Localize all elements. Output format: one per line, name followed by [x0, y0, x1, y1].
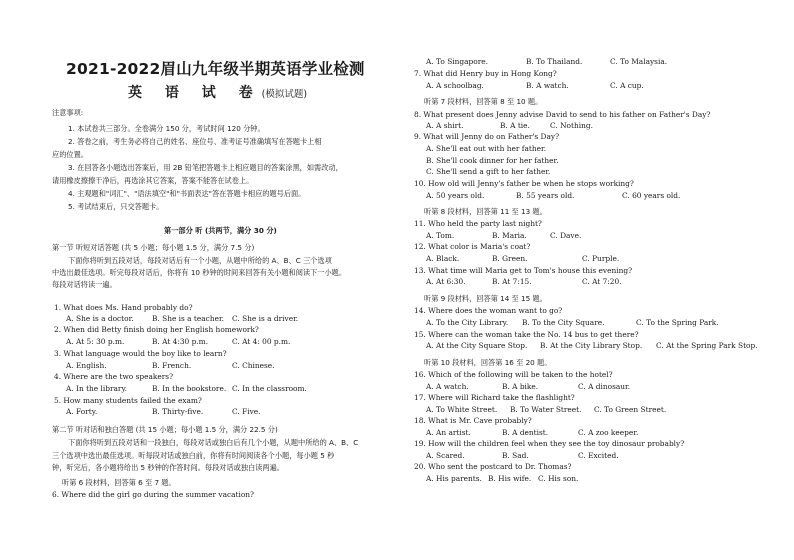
option-b: B. At 4:30 p.m. — [152, 337, 209, 346]
option-a: A. Forty. — [66, 407, 98, 416]
option-c: C. At the Spring Park Stop. — [656, 341, 758, 350]
question-text: 1. What does Ms. Hand probably do? — [54, 303, 193, 312]
option-b: B. At 7:15. — [492, 277, 532, 286]
option-b: B. She is a teacher. — [152, 314, 225, 323]
option-c: C. In the classroom. — [232, 384, 307, 393]
option-c: C. 60 years old. — [622, 191, 681, 200]
question-text: 10. How old will Jenny's father be when he stops working? — [414, 179, 634, 188]
question-text: 8. What present does Jenny advise David to send to his father on Father's Day? — [414, 110, 711, 119]
option-a: A. 50 years old. — [426, 191, 485, 200]
option-c: C. Dave. — [550, 231, 582, 240]
section1-instruction: 每段对话将读一遍。 — [52, 280, 117, 289]
option-b: B. 55 years old. — [516, 191, 575, 200]
option-a: A. At 5: 30 p.m. — [66, 337, 125, 346]
section1-instruction: 下面你将听到五段对话，每段对话后有一个小题，从题中所给的 A、B、C 三个选项 — [68, 256, 332, 265]
option-b: B. His wife. — [488, 474, 532, 483]
section2-heading: 第二节 听对话和独白答题 (共 15 小题；每小题 1.5 分，满分 22.5 分) — [52, 425, 278, 434]
option-c: C. A zoo keeper. — [578, 428, 639, 437]
section2-instruction: 下面你将听到五段对话和一段独白，每段对话或独白后有几个小题，从题中所给的 A、B、C — [68, 438, 359, 447]
question-text: 2. When did Betty finish doing her English homework? — [54, 325, 259, 334]
option-c: C. To the Spring Park. — [636, 318, 719, 327]
exam-title: 2021-2022眉山九年级半期英语学业检测 — [66, 60, 365, 78]
option-a: A. Tom. — [426, 231, 455, 240]
question-text: 14. Where does the woman want to go? — [414, 306, 563, 315]
option-b: B. In the bookstore. — [152, 384, 227, 393]
material-8-instruction: 听第 8 段材料，回答第 11 至 13 题。 — [424, 207, 547, 216]
material-7-instruction: 听第 7 段材料，回答第 8 至 10 题。 — [424, 97, 543, 106]
question-text: 3. What language would the boy like to learn? — [54, 349, 227, 358]
notice-item: 4. 主观题和"词汇"、"语法填空"和"书面表达"答在答题卡相应的题号后面。 — [68, 189, 306, 198]
question-text: 20. Who sent the postcard to Dr. Thomas? — [414, 462, 572, 471]
question-text: 19. How will the children feel when they see the toy dinosaur probably? — [414, 439, 685, 448]
subtitle-sub: (模拟试题) — [261, 89, 308, 100]
notice-item: 请用橡皮擦擦干净后，再选涂其它答案，答案不能答在试卷上。 — [52, 176, 254, 185]
option-c: C. At 7:20. — [582, 277, 622, 286]
option-b: B. She'll cook dinner for her father. — [426, 156, 559, 165]
option-b: B. A tie. — [500, 121, 530, 130]
option-b: B. To the City Square. — [522, 318, 605, 327]
question-text: 11. Who held the party last night? — [414, 219, 542, 228]
option-a: A. At the City Square Stop. — [426, 341, 528, 350]
notice-item: 3. 在回答各小题选出答案后，用 2B 铅笔把答题卡上相应题目的答案涂黑，如需改动， — [68, 163, 343, 172]
option-a: A. Black. — [426, 254, 460, 263]
option-a: A. A schoolbag. — [426, 81, 484, 90]
option-c: C. Excited. — [578, 451, 619, 460]
question-text: 16. Which of the following will be taken to the hotel? — [414, 370, 613, 379]
option-c: C. At 4: 00 p.m. — [232, 337, 291, 346]
option-c: C. She'll send a gift to her father. — [426, 167, 551, 176]
question-text: 18. What is Mr. Cave probably? — [414, 416, 532, 425]
option-b: B. Maria. — [492, 231, 527, 240]
option-c: C. She is a driver. — [232, 314, 299, 323]
option-a: A. A shirt. — [426, 121, 464, 130]
option-c: C. Chinese. — [232, 361, 275, 370]
question-text: 5. How many students failed the exam? — [54, 396, 202, 405]
option-b: B. To Thailand. — [526, 57, 583, 66]
option-a: A. His parents. — [426, 474, 482, 483]
question-text: 12. What color is Maria's coat? — [414, 242, 531, 251]
option-a: A. To the City Library. — [426, 318, 509, 327]
exam-subtitle — [128, 84, 307, 104]
part1-heading: 第一部分 听 (共两节，满分 30 分) — [164, 226, 277, 235]
option-b: B. Thirty-five. — [152, 407, 204, 416]
option-b: B. A dentist. — [502, 428, 549, 437]
option-a: A. To White Street. — [426, 405, 498, 414]
option-a: A. Scared. — [426, 451, 465, 460]
option-b: B. A watch. — [526, 81, 569, 90]
subtitle-main: 英 语 试 卷 — [128, 85, 262, 101]
section2-instruction: 钟，听完后，各小题将给出 5 秒钟的作答时间。每段对话或独白读两遍。 — [52, 463, 284, 472]
notice-item: 1. 本试卷共三部分。全卷满分 150 分，考试时间 120 分钟。 — [68, 124, 265, 133]
option-c: C. Nothing. — [550, 121, 593, 130]
option-b: B. Sad. — [502, 451, 529, 460]
notice-heading: 注意事项: — [52, 108, 84, 117]
option-b: B. To Water Street. — [510, 405, 582, 414]
section1-heading: 第一节 听短对话答题 (共 5 小题；每小题 1.5 分，满分 7.5 分) — [52, 243, 255, 252]
question-text: 7. What did Henry buy in Hong Kong? — [414, 69, 557, 78]
option-a: A. A watch. — [426, 382, 469, 391]
notice-item: 2. 答卷之前，考生务必将自己的姓名、座位号、准考证号准确填写在答题卡上相 — [68, 137, 322, 146]
option-a: A. English. — [66, 361, 107, 370]
option-c: C. Purple. — [582, 254, 620, 263]
question-text: 15. Where can the woman take the No. 14 bus to get there? — [414, 330, 639, 339]
option-c: C. A dinosaur. — [578, 382, 631, 391]
question-text: 13. What time will Maria get to Tom's house this evening? — [414, 266, 633, 275]
option-c: C. A cup. — [610, 81, 644, 90]
question-text: 17. Where will Richard take the flashlight? — [414, 393, 575, 402]
question-text: 9. What will Jenny do on Father's Day? — [414, 132, 560, 141]
option-b: B. At the City Library Stop. — [540, 341, 643, 350]
option-a: A. In the library. — [66, 384, 127, 393]
option-a: A. She'll eat out with her father. — [426, 144, 547, 153]
notice-item: 5. 考试结束后，只交答题卡。 — [68, 202, 164, 211]
material-6-instruction: 听第 6 段材料，回答第 6 至 7 题。 — [62, 478, 176, 487]
question-text: 6. Where did the girl go during the summer vacation? — [52, 490, 255, 499]
question-text: 4. Where are the two speakers? — [54, 372, 174, 381]
option-a: A. An artist. — [426, 428, 471, 437]
option-a: A. She is a doctor. — [66, 314, 134, 323]
option-b: B. French. — [152, 361, 192, 370]
option-a: A. At 6:30. — [426, 277, 466, 286]
material-9-instruction: 听第 9 段材料，回答第 14 至 15 题。 — [424, 294, 547, 303]
section2-instruction: 三个选项中选出最佳选项。听每段对话或独白前，你将有时间阅读各个小题，每小题 5 秒 — [52, 451, 335, 460]
option-c: C. His son. — [538, 474, 579, 483]
option-c: C. Five. — [232, 407, 261, 416]
option-b: B. Green. — [492, 254, 528, 263]
option-a: A. To Singapore. — [426, 57, 488, 66]
option-c: C. To Malaysia. — [610, 57, 668, 66]
section1-instruction: 中选出最佳选项。听完每段对话后，你将有 10 秒钟的时间来回答有关小题和阅读下一小题。 — [52, 268, 347, 277]
option-b: B. A bike. — [502, 382, 539, 391]
option-c: C. To Green Street. — [594, 405, 667, 414]
notice-item: 应的位置。 — [52, 150, 88, 159]
material-10-instruction: 听第 10 段材料，回答第 16 至 20 题。 — [424, 358, 552, 367]
